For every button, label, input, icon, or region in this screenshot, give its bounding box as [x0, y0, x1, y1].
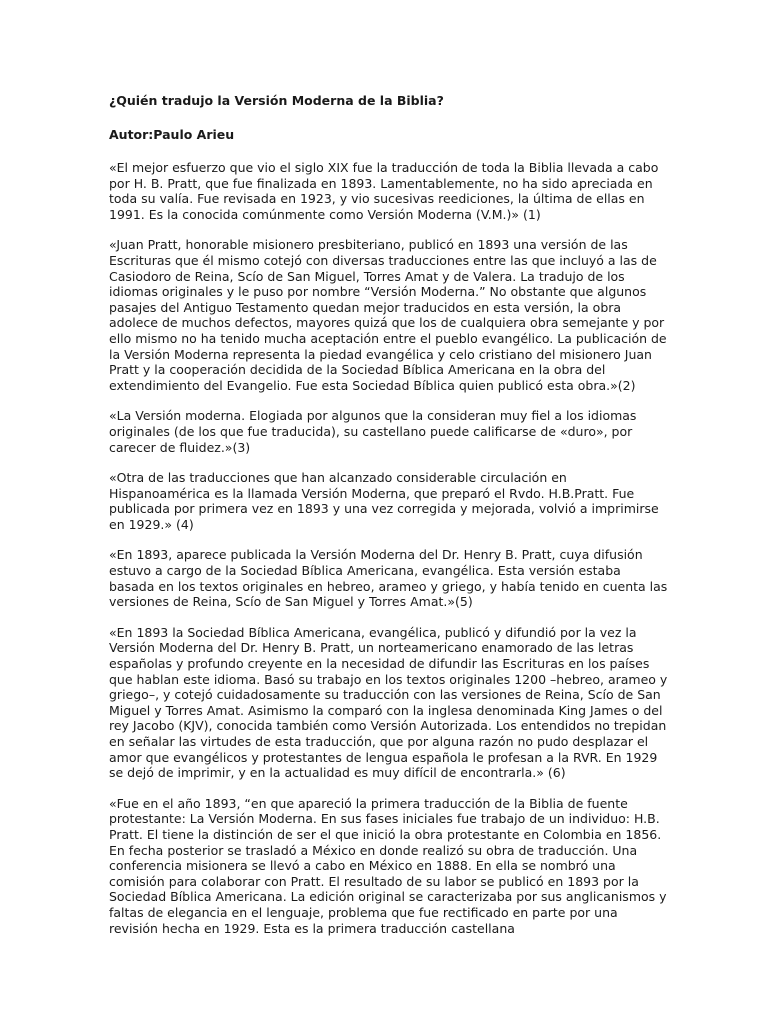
paragraph-7: «Fue en el año 1893, “en que apareció la primera traducción de la Biblia de fuente protestante: La Versión Moderna. En sus fases iniciales fue trabajo de un individuo: H.B. Pratt. El tiene la distinción de ser el que inició la obra protestante en Colombia en 1856. En fecha posterior se trasladó a México en donde realizó su obra de traducción. Una conferencia misionera se llevó a cabo en México en 1888. En ella se nombró una comisión para colaborar con Pratt. El resultado de su labor se publicó en 1893 por la Sociedad Bíblica Americana. La edición original se caracterizaba por sus anglicanismos y faltas de elegancia en el lenguaje, problema que fue rectificado en parte por una revisión hecha en 1929. Esta es la primera traducción castellana	[109, 795, 667, 936]
document-page	[109, 93, 669, 951]
paragraph-1: «El mejor esfuerzo que vio el siglo XIX fue la traducción de toda la Biblia llevada a cabo por H. B. Pratt, que fue finalizada en 1893. Lamentablemente, no ha sido apreciada en toda su valía. Fue revisada en 1923, y vio sucesivas reediciones, la última de ellas en 1991. Es la conocida comúnmente como Versión Moderna (V.M.)» (1)	[109, 160, 659, 222]
paragraph-6: «En 1893 la Sociedad Bíblica Americana, evangélica, publicó y difundió por la vez la Versión Moderna del Dr. Henry B. Pratt, un norteamericano enamorado de las letras españolas y profundo creyente en la necesidad de difundir las Escrituras en los países que hablan este idioma. Basó su trabajo en los textos originales 1200 –hebreo, arameo y griego–, y cotejó cuidadosamente su traducción con las versiones de Reina, Scío de San Miguel y Torres Amat. Asimismo la comparó con la inglesa denominada King James o del rey Jacobo (KJV), conocida también como Versión Autorizada. Los entendidos no trepidan en señalar las virtudes de esta traducción, que por alguna razón no pudo desplazar el amor que evangélicos y protestantes de lengua española le profesan a la RVR. En 1929 se dejó de imprimir, y en la actualidad es muy difícil de encontrarla.» (6)	[109, 624, 668, 781]
paragraph-4: «Otra de las traducciones que han alcanzado considerable circulación en Hispanoamérica es la llamada Versión Moderna, que preparó el Rvdo. H.B.Pratt. Fue publicada por primera vez en 1893 y una vez corregida y mejorada, volvió a imprimirse en 1929.» (4)	[109, 470, 659, 532]
document-title: ¿Quién tradujo la Versión Moderna de la Biblia?	[109, 93, 444, 108]
paragraph-2: «Juan Pratt, honorable misionero presbiteriano, publicó en 1893 una versión de las Escrituras que él mismo cotejó con diversas traducciones entre las que incluyó a las de Casiodoro de Reina, Scío de San Miguel, Torres Amat y de Valera. La tradujo de los idiomas originales y le puso por nombre “Versión Moderna.” No obstante que algunos pasajes del Antiguo Testamento quedan mejor traducidos en esta versión, la obra adolece de muchos defectos, mayores quizá que los de cualquiera obra semejante y por ello mismo no ha tenido mucha aceptación entre el pueblo evangélico. La publicación de la Versión Moderna representa la piedad evangélica y celo cristiano del misionero Juan Pratt y la cooperación decidida de la Sociedad Bíblica Americana en la obra del extendimiento del Evangelio. Fue esta Sociedad Bíblica quien publicó esta obra.»(2)	[109, 237, 667, 393]
paragraph-3: «La Versión moderna. Elogiada por algunos que la consideran muy fiel a los idiomas originales (de los que fue traducida), su castellano puede calificarse de «duro», por carecer de fluidez.»(3)	[109, 408, 637, 455]
paragraph-5: «En 1893, aparece publicada la Versión Moderna del Dr. Henry B. Pratt, cuya difusión estuvo a cargo de la Sociedad Bíblica Americana, evangélica. Esta versión estaba basada en los textos originales en hebreo, arameo y griego, y había tenido en cuenta las versiones de Reina, Scío de San Miguel y Torres Amat.»(5)	[109, 547, 668, 610]
document-author: Autor:Paulo Arieu	[109, 127, 235, 142]
